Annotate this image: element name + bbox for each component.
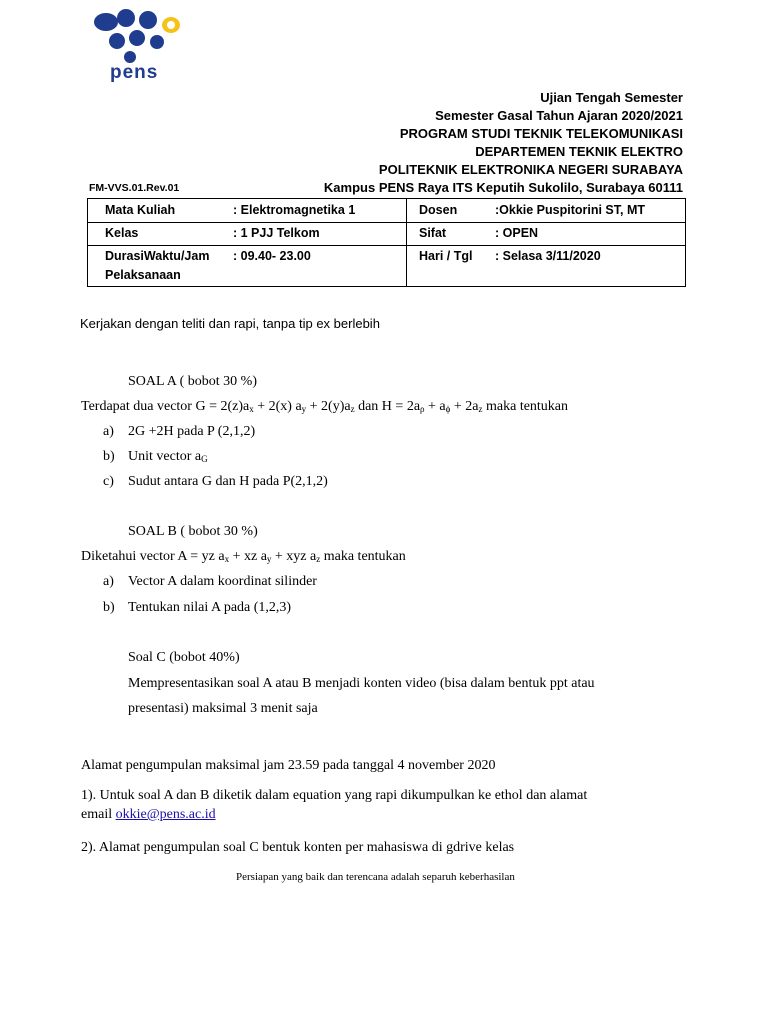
nature-label: Sifat [419, 226, 447, 240]
email-link[interactable]: okkie@pens.ac.id [115, 807, 216, 822]
soal-b-title: SOAL B ( bobot 30 %) [128, 524, 258, 539]
soal-b-intro: Diketahui vector A = yz $a_x$ + xz $a_y$ + xyz $a_z$ maka tentukan [81, 549, 406, 564]
list-text: Tentukan nilai A pada (1,2,3) [128, 600, 292, 615]
submission-item-2: 2). Alamat pengumpulan soal C bentuk konten per mahasiswa di gdrive kelas [81, 840, 515, 855]
list-text: Vector A dalam koordinat silinder [128, 574, 317, 589]
duration-label-cont: Pelaksanaan [105, 268, 181, 282]
header-line-exam: Ujian Tengah Semester [540, 90, 683, 105]
table-row [88, 246, 686, 287]
soal-a-title: SOAL A ( bobot 30 %) [128, 374, 257, 389]
class-label: Kelas [105, 226, 139, 240]
header-line-semester: Semester Gasal Tahun Ajaran 2020/2021 [435, 108, 683, 123]
list-text: Sudut antara G dan H pada P(2,1,2) [128, 474, 328, 489]
lecturer-value: :Okkie Puspitorini ST, MT [495, 203, 646, 217]
header-line-program: PROGRAM STUDI TEKNIK TELEKOMUNIKASI [399, 126, 683, 141]
table-cell [407, 246, 686, 287]
list-marker: c) [103, 474, 114, 489]
soal-c-line1: Mempresentasikan soal A atau B menjadi konten video (bisa dalam bentuk ppt atau [128, 676, 595, 691]
header-line-campus: Kampus PENS Raya ITS Keputih Sukolilo, Surabaya 60111 [323, 180, 683, 195]
duration-value: : 09.40- 23.00 [233, 249, 311, 263]
footer-quote: Persiapan yang baik dan terencana adalah separuh keberhasilan [236, 871, 515, 883]
list-item [103, 600, 291, 616]
pens-logo-text: pens [110, 62, 159, 83]
submission-title: Alamat pengumpulan maksimal jam 23.59 pada tanggal 4 november 2020 [81, 758, 496, 773]
list-marker: b) [103, 449, 115, 464]
soal-a-intro: Terdapat dua vector $G = 2(z)a_x + 2(x) a_y + 2(y)a_z$ dan $H = 2a_\rho + a_\phi + 2a_z$ maka tentukan [81, 399, 569, 414]
submission-item-1: 1). Untuk soal A dan B diketik dalam equation yang rapi dikumpulkan ke ethol dan alamat [81, 788, 588, 803]
list-text: 2G +2H pada P (2,1,2) [128, 424, 256, 439]
table-cell [88, 246, 407, 287]
list-item [103, 474, 328, 490]
nature-value: : OPEN [495, 226, 539, 240]
header-line-institution: POLITEKNIK ELEKTRONIKA NEGERI SURABAYA [378, 162, 683, 177]
email-prefix: email [81, 807, 116, 822]
table-cell [407, 199, 686, 223]
list-text: Unit vector a [128, 449, 202, 464]
course-value: : Elektromagnetika 1 [233, 203, 356, 217]
table-row [88, 199, 686, 223]
soal-c-title: Soal C (bobot 40%) [128, 650, 240, 665]
duration-label: DurasiWaktu/Jam [105, 249, 210, 263]
date-value: : Selasa 3/11/2020 [495, 249, 601, 263]
list-item [103, 574, 317, 590]
soal-c-line2: presentasi) maksimal 3 menit saja [128, 701, 318, 716]
course-label: Mata Kuliah [105, 203, 176, 217]
pens-logo [88, 6, 188, 86]
list-marker: a) [103, 574, 114, 589]
submission-item-1-email [81, 807, 216, 823]
table-row [88, 223, 686, 246]
list-marker: a) [103, 424, 114, 439]
table-cell [88, 199, 407, 223]
table-cell [407, 223, 686, 246]
course-info-table [87, 198, 686, 287]
list-item [103, 424, 255, 440]
list-marker: b) [103, 600, 115, 615]
table-cell [88, 223, 407, 246]
date-label: Hari / Tgl [419, 249, 473, 263]
class-value: : 1 PJJ Telkom [233, 226, 320, 240]
header-line-department: DEPARTEMEN TEKNIK ELEKTRO [475, 144, 683, 159]
form-code: FM-VVS.01.Rev.01 [89, 182, 180, 194]
list-item: b) Unit vector $a_G$ [103, 449, 208, 464]
instruction-text: Kerjakan dengan teliti dan rapi, tanpa tip ex berlebih [80, 316, 380, 331]
lecturer-label: Dosen [419, 203, 458, 217]
